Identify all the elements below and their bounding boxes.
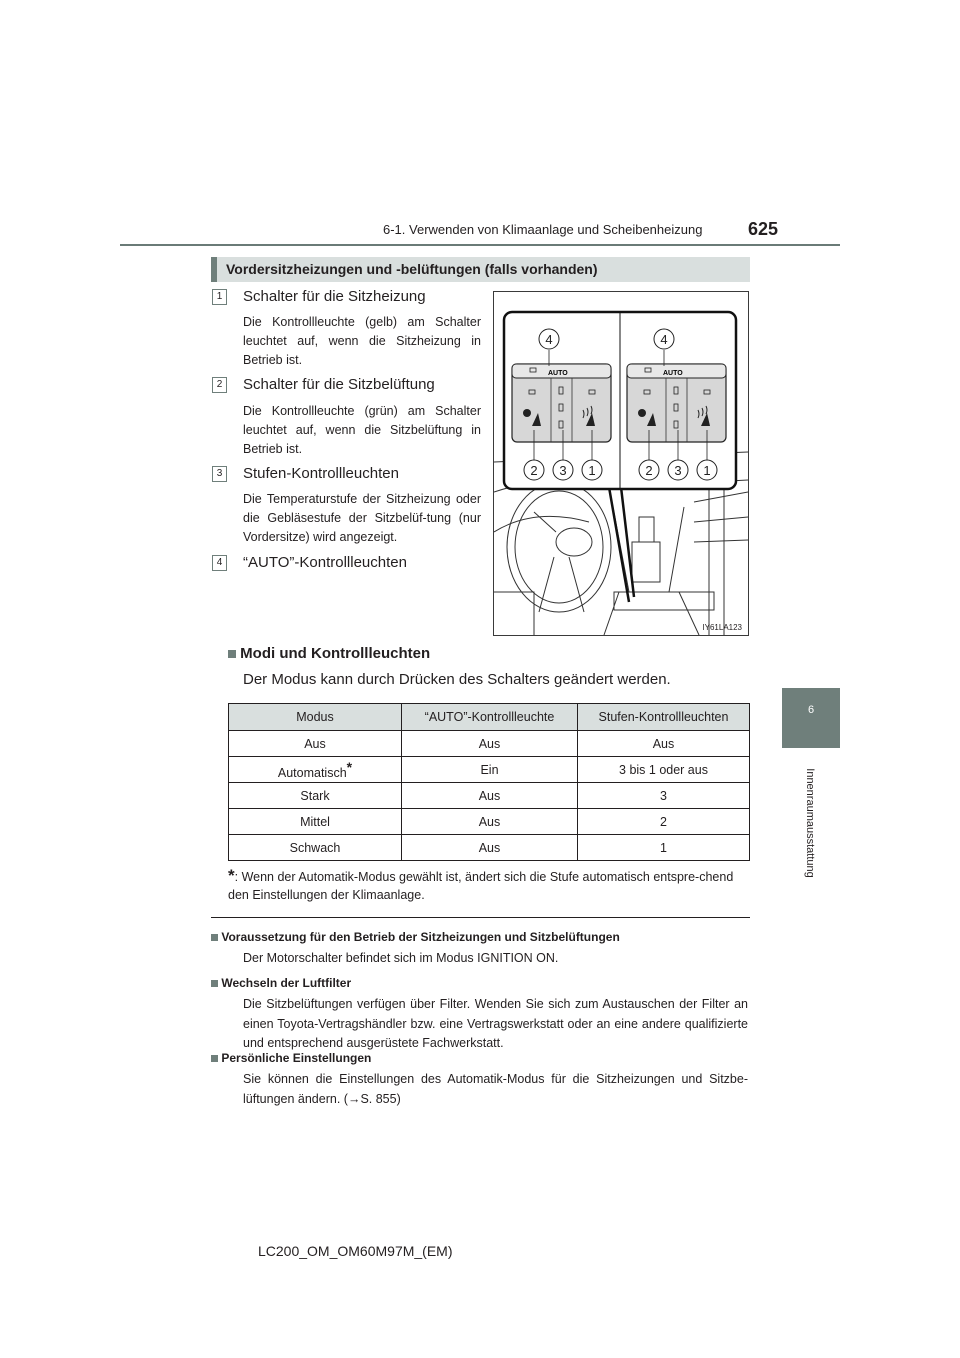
callout-1-left: 1 [588, 463, 596, 478]
footnote-star: * [228, 866, 235, 885]
note-2-body: Die Sitzbelüftungen verfügen über Filter. Wenden Sie sich zum Austauschen der Filter an einen Toyota-Vertragshändler bzw. eine Vertragswerkstatt oder an eine andere qualifizierte und entsprechend ausgerüstete Fachwerkstatt. [243, 997, 748, 1050]
note-2-title-text: Wechseln der Luftfilter [221, 976, 352, 990]
chapter-tab-number: 6 [807, 704, 815, 716]
left-switch-panel [512, 364, 611, 442]
note-3-title-text: Persönliche Einstellungen [221, 1051, 372, 1065]
section-title: Vordersitzheizungen und -belüftungen (falls vorhanden) [226, 261, 598, 277]
document-code: LC200_OM_OM60M97M_(EM) [258, 1243, 453, 1259]
item-3-number: 3 [212, 466, 227, 482]
table-row [229, 783, 750, 809]
seat-switch-illustration [493, 291, 749, 636]
modes-table [228, 703, 750, 861]
square-bullet-icon [211, 1055, 218, 1062]
table-cell: Mittel [229, 809, 402, 835]
table-cell: 3 [578, 783, 750, 809]
chapter-title: 6-1. Verwenden von Klimaanlage und Scheibenheizung [383, 222, 703, 237]
callout-4-right: 4 [660, 332, 668, 347]
square-bullet-icon [211, 980, 218, 987]
table-cell [229, 757, 402, 783]
square-bullet-icon [211, 934, 218, 941]
table-cell: Aus [402, 835, 578, 861]
table-cell-text: Automatisch [277, 766, 347, 780]
callout-1-right: 1 [703, 463, 711, 478]
table-cell: Stark [229, 783, 402, 809]
table-footnote [228, 867, 748, 904]
table-cell: 1 [578, 835, 750, 861]
footnote-text: : Wenn der Automatik-Modus gewählt ist, ändert sich die Stufe automatisch entspre-chend den Einstellungen der Klimaanlage. [228, 870, 734, 902]
item-1-number: 1 [212, 289, 227, 305]
modes-heading-text: Modi und Kontrollleuchten [240, 645, 431, 662]
table-header-cell: Modus [229, 704, 402, 731]
table-header-row [229, 704, 750, 731]
item-2-title: Schalter für die Sitzbelüftung [243, 376, 435, 393]
table-row [229, 835, 750, 861]
note-1-title [211, 930, 620, 944]
item-4-title: “AUTO”-Kontrollleuchten [243, 554, 407, 571]
note-1-body: Der Motorschalter befindet sich im Modus IGNITION ON. [243, 951, 559, 965]
table-row [229, 731, 750, 757]
chapter-tab-label: Innenraumausstattung [804, 768, 816, 878]
section-banner [211, 257, 750, 282]
table-cell: Aus [578, 731, 750, 757]
modes-heading [228, 645, 430, 662]
table-row [229, 757, 750, 783]
item-3-title: Stufen-Kontrollleuchten [243, 465, 399, 482]
table-cell: Schwach [229, 835, 402, 861]
note-3-title [211, 1051, 371, 1065]
item-4-number: 4 [212, 555, 227, 571]
table-cell: Aus [402, 809, 578, 835]
item-2-body: Die Kontrollleuchte (grün) am Schalter leuchtet auf, wenn die Sitzbelüftung in Betrieb ist. [243, 404, 481, 456]
right-switch-panel [627, 364, 726, 442]
chapter-tab-label-wrap [802, 756, 818, 890]
section-banner-bar [211, 257, 217, 282]
item-1-title: Schalter für die Sitzheizung [243, 288, 426, 305]
table-cell: 2 [578, 809, 750, 835]
table-row [229, 809, 750, 835]
table-cell: 3 bis 1 oder aus [578, 757, 750, 783]
callout-3-left: 3 [559, 463, 567, 478]
left-auto-label: AUTO [548, 370, 568, 377]
callout-4-left: 4 [545, 332, 553, 347]
footnote-marker: * [346, 759, 353, 775]
note-3-body: Sie können die Einstellungen des Automatik-Modus für die Sitzheizungen und Sitzbe-lüftungen ändern. (→S. 855) [243, 1072, 748, 1106]
page-number: 625 [748, 219, 779, 239]
callout-2-left: 2 [530, 463, 538, 478]
section-divider [211, 917, 750, 918]
square-bullet-icon [228, 650, 236, 658]
header-rule [120, 244, 840, 246]
table-cell: Ein [402, 757, 578, 783]
console-drawing [494, 292, 748, 635]
item-3-body: Die Temperaturstufe der Sitzheizung oder die Gebläsestufe der Sitzbelüf-tung (nur Vordersitze) wird angezeigt. [243, 492, 481, 544]
illustration-code: IY61LA123 [702, 623, 742, 632]
callout-2-right: 2 [645, 463, 653, 478]
right-auto-label: AUTO [663, 370, 683, 377]
pointer-line [609, 487, 634, 602]
item-1-body: Die Kontrollleuchte (gelb) am Schalter leuchtet auf, wenn die Sitzheizung in Betrieb ist. [243, 315, 481, 367]
note-1-title-text: Voraussetzung für den Betrieb der Sitzheizungen und Sitzbelüftungen [221, 930, 620, 944]
modes-intro: Der Modus kann durch Drücken des Schalters geändert werden. [243, 671, 671, 688]
note-2-title [211, 976, 351, 990]
chapter-tab [782, 688, 840, 748]
table-cell: Aus [402, 783, 578, 809]
callout-3-right: 3 [674, 463, 682, 478]
item-2-number: 2 [212, 377, 227, 393]
table-cell: Aus [402, 731, 578, 757]
table-header-cell: Stufen-Kontrollleuchten [578, 704, 750, 731]
table-cell: Aus [229, 731, 402, 757]
table-header-cell: “AUTO”-Kontrollleuchte [402, 704, 578, 731]
